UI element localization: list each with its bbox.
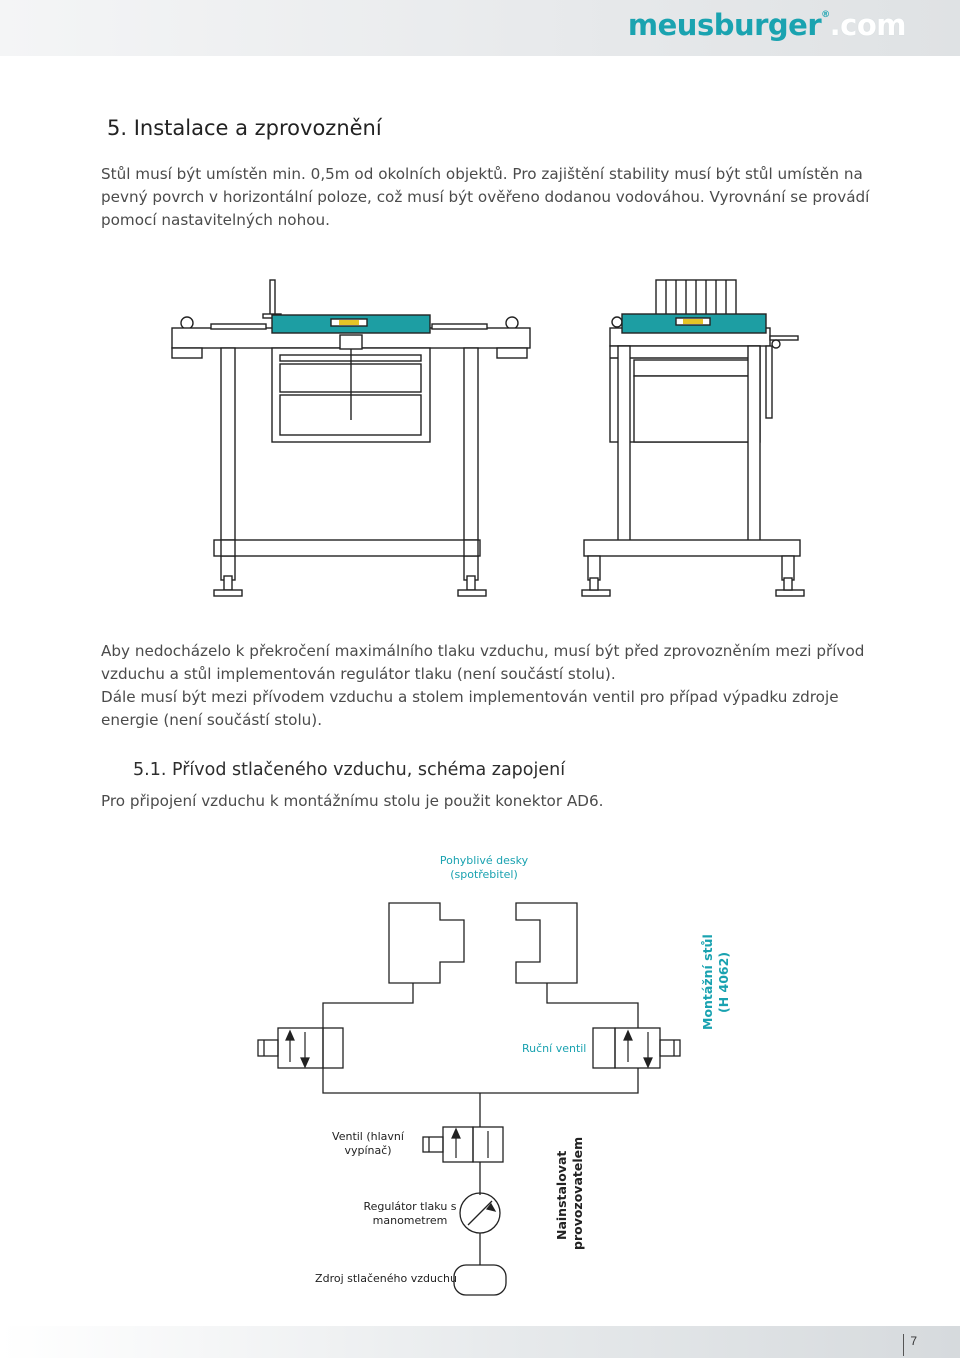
consumer-cylinder-left: [389, 903, 464, 983]
operator-install-label-sub: provozovatelem: [570, 1136, 585, 1250]
table-label-sub: (H 4062): [716, 951, 731, 1013]
main-valve-label: Ventil (hlavní: [332, 1130, 404, 1143]
regulator-label-sub: manometrem: [372, 1214, 448, 1227]
logo-brand: meusburger: [627, 8, 822, 42]
operator-install-label: Nainstalovat: [554, 1150, 569, 1240]
section-title: 5. Instalace a zprovoznění: [107, 116, 382, 140]
main-valve-label-sub: vypínač): [344, 1144, 392, 1157]
consumer-label-sub: (spotřebitel): [450, 868, 518, 881]
logo-registered-mark: ®: [821, 10, 830, 20]
consumer-label: Pohyblivé desky: [439, 854, 529, 867]
manual-valve-label: Ruční ventil: [522, 1042, 587, 1055]
table-label: Montážní stůl: [700, 934, 715, 1030]
consumer-cylinder-right: [516, 903, 577, 983]
subsection-title: 5.1. Přívod stlačeného vzduchu, schéma zapojení: [133, 760, 566, 780]
page-number: 7: [903, 1334, 917, 1356]
shutoff-valve-paragraph: Dále musí být mezi přívodem vzduchu a stolem implementován ventil pro případ výpadku zdroje energie (není součástí stolu).: [101, 688, 839, 729]
connector-paragraph: Pro připojení vzduchu k montážnímu stolu je použit konektor AD6.: [101, 792, 604, 810]
pressure-regulator-paragraph: Aby nedocházelo k překročení maximálního tlaku vzduchu, musí být před zprovozněním mezi přívod vzduchu a stůl implementován regulátor tlaku (není součástí stolu).: [101, 642, 865, 683]
air-source-label: Zdroj stlačeného vzduchu: [315, 1272, 457, 1285]
regulator-label: Regulátor tlaku s: [363, 1200, 457, 1213]
logo-tld: .com: [829, 8, 906, 42]
footer-bar: [0, 1326, 960, 1358]
intro-paragraph: Stůl musí být umístěn min. 0,5m od okolních objektů. Pro zajištění stability musí být stůl umístěn na pevný povrch v horizontální poloze, což musí být ověřeno dodanou vodováhou. Vyrovnání se provádí pomocí nastavitelných nohou.: [101, 165, 870, 229]
